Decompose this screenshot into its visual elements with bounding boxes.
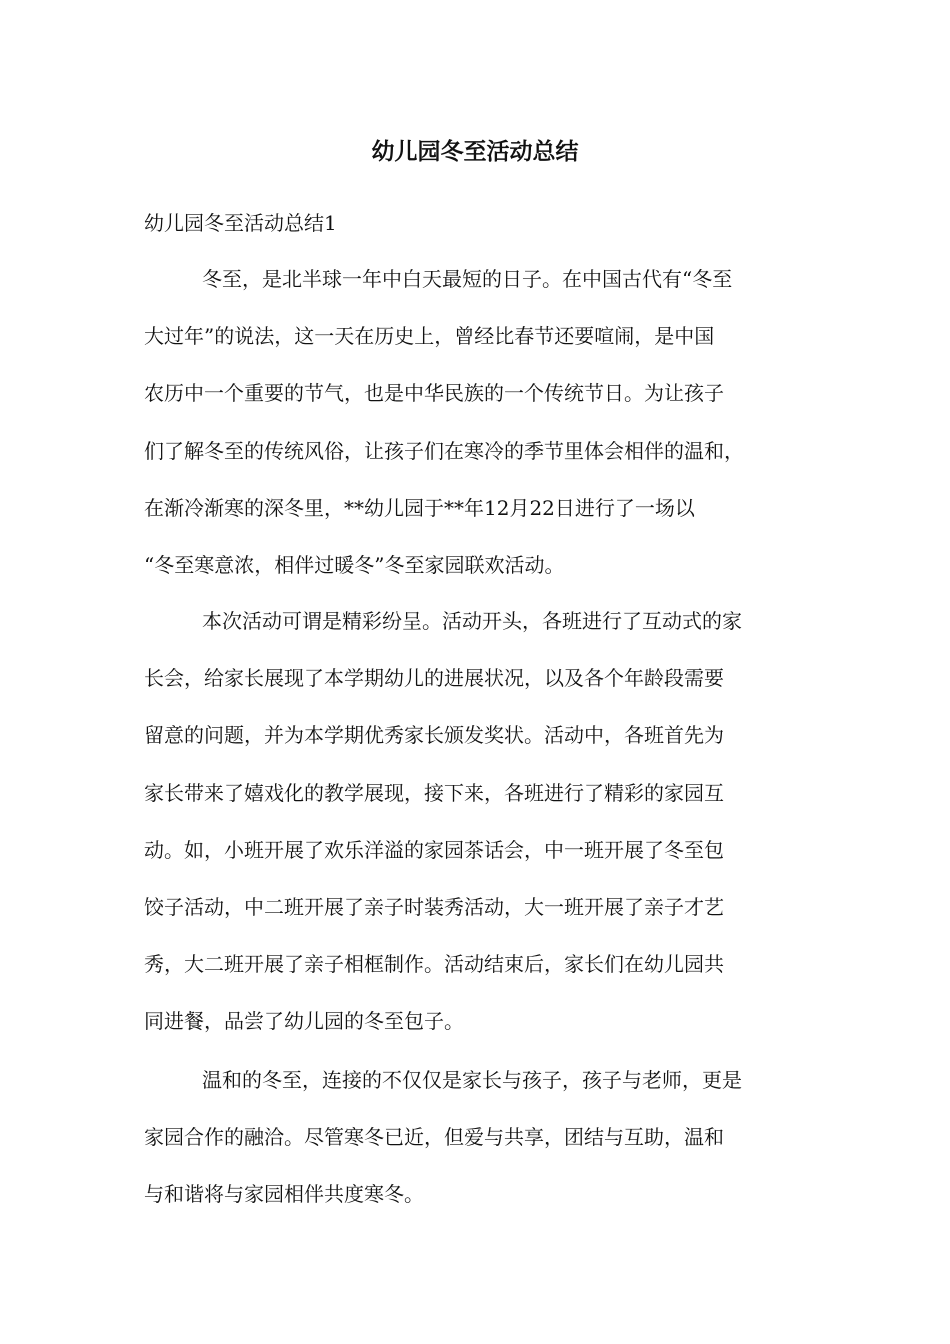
paragraph-2 xyxy=(144,606,808,1064)
paragraph-line: 温和的冬至，连接的不仅仅是家长与孩子，孩子与老师，更是 xyxy=(202,1068,742,1092)
paragraph-line: 们了解冬至的传统风俗，让孩子们在寒冷的季节里体会相伴的温和， xyxy=(144,438,744,463)
paragraph-line: 本次活动可谓是精彩纷呈。活动开头，各班进行了互动式的家 xyxy=(202,609,742,633)
paragraph-line: 冬至，是北半球一年中白天最短的日子。在中国古代有“冬至 xyxy=(202,267,733,291)
section-heading: 幼儿园冬至活动总结1 xyxy=(144,211,337,235)
paragraph-1 xyxy=(144,264,808,607)
paragraph-line: 留意的问题，并为本学期优秀家长颁发奖状。活动中，各班首先为 xyxy=(144,723,724,748)
paragraph-line: 与和谐将与家园相伴共度寒冬。 xyxy=(144,1182,424,1207)
paragraph-line: 农历中一个重要的节气，也是中华民族的一个传统节日。为让孩子 xyxy=(144,381,724,406)
paragraph-line: 家园合作的融洽。尽管寒冬已近，但爱与共享，团结与互助，温和 xyxy=(144,1125,724,1150)
paragraph-line: 家长带来了嬉戏化的教学展现，接下来，各班进行了精彩的家园互 xyxy=(144,780,724,805)
paragraph-line: 动。如，小班开展了欢乐洋溢的家园茶话会，中一班开展了冬至包 xyxy=(144,837,724,862)
paragraph-line: 在渐冷渐寒的深冬里，**幼儿园于**年12月22日进行了一场以 xyxy=(144,495,695,520)
paragraph-line: 秀，大二班开展了亲子相框制作。活动结束后，家长们在幼儿园共 xyxy=(144,952,724,977)
paragraph-3 xyxy=(144,1065,808,1237)
paragraph-line: 长会，给家长展现了本学期幼儿的进展状况，以及各个年龄段需要 xyxy=(144,666,724,691)
paragraph-line: 饺子活动，中二班开展了亲子时装秀活动，大一班开展了亲子才艺 xyxy=(144,894,724,919)
document-title: 幼儿园冬至活动总结 xyxy=(371,138,579,165)
paragraph-line: 同进餐，品尝了幼儿园的冬至包子。 xyxy=(144,1009,464,1034)
paragraph-line: “冬至寒意浓，相伴过暖冬”冬至家园联欢活动。 xyxy=(144,552,565,577)
paragraph-line: 大过年”的说法，这一天在历史上，曾经比春节还要喧闹，是中国 xyxy=(144,324,715,349)
